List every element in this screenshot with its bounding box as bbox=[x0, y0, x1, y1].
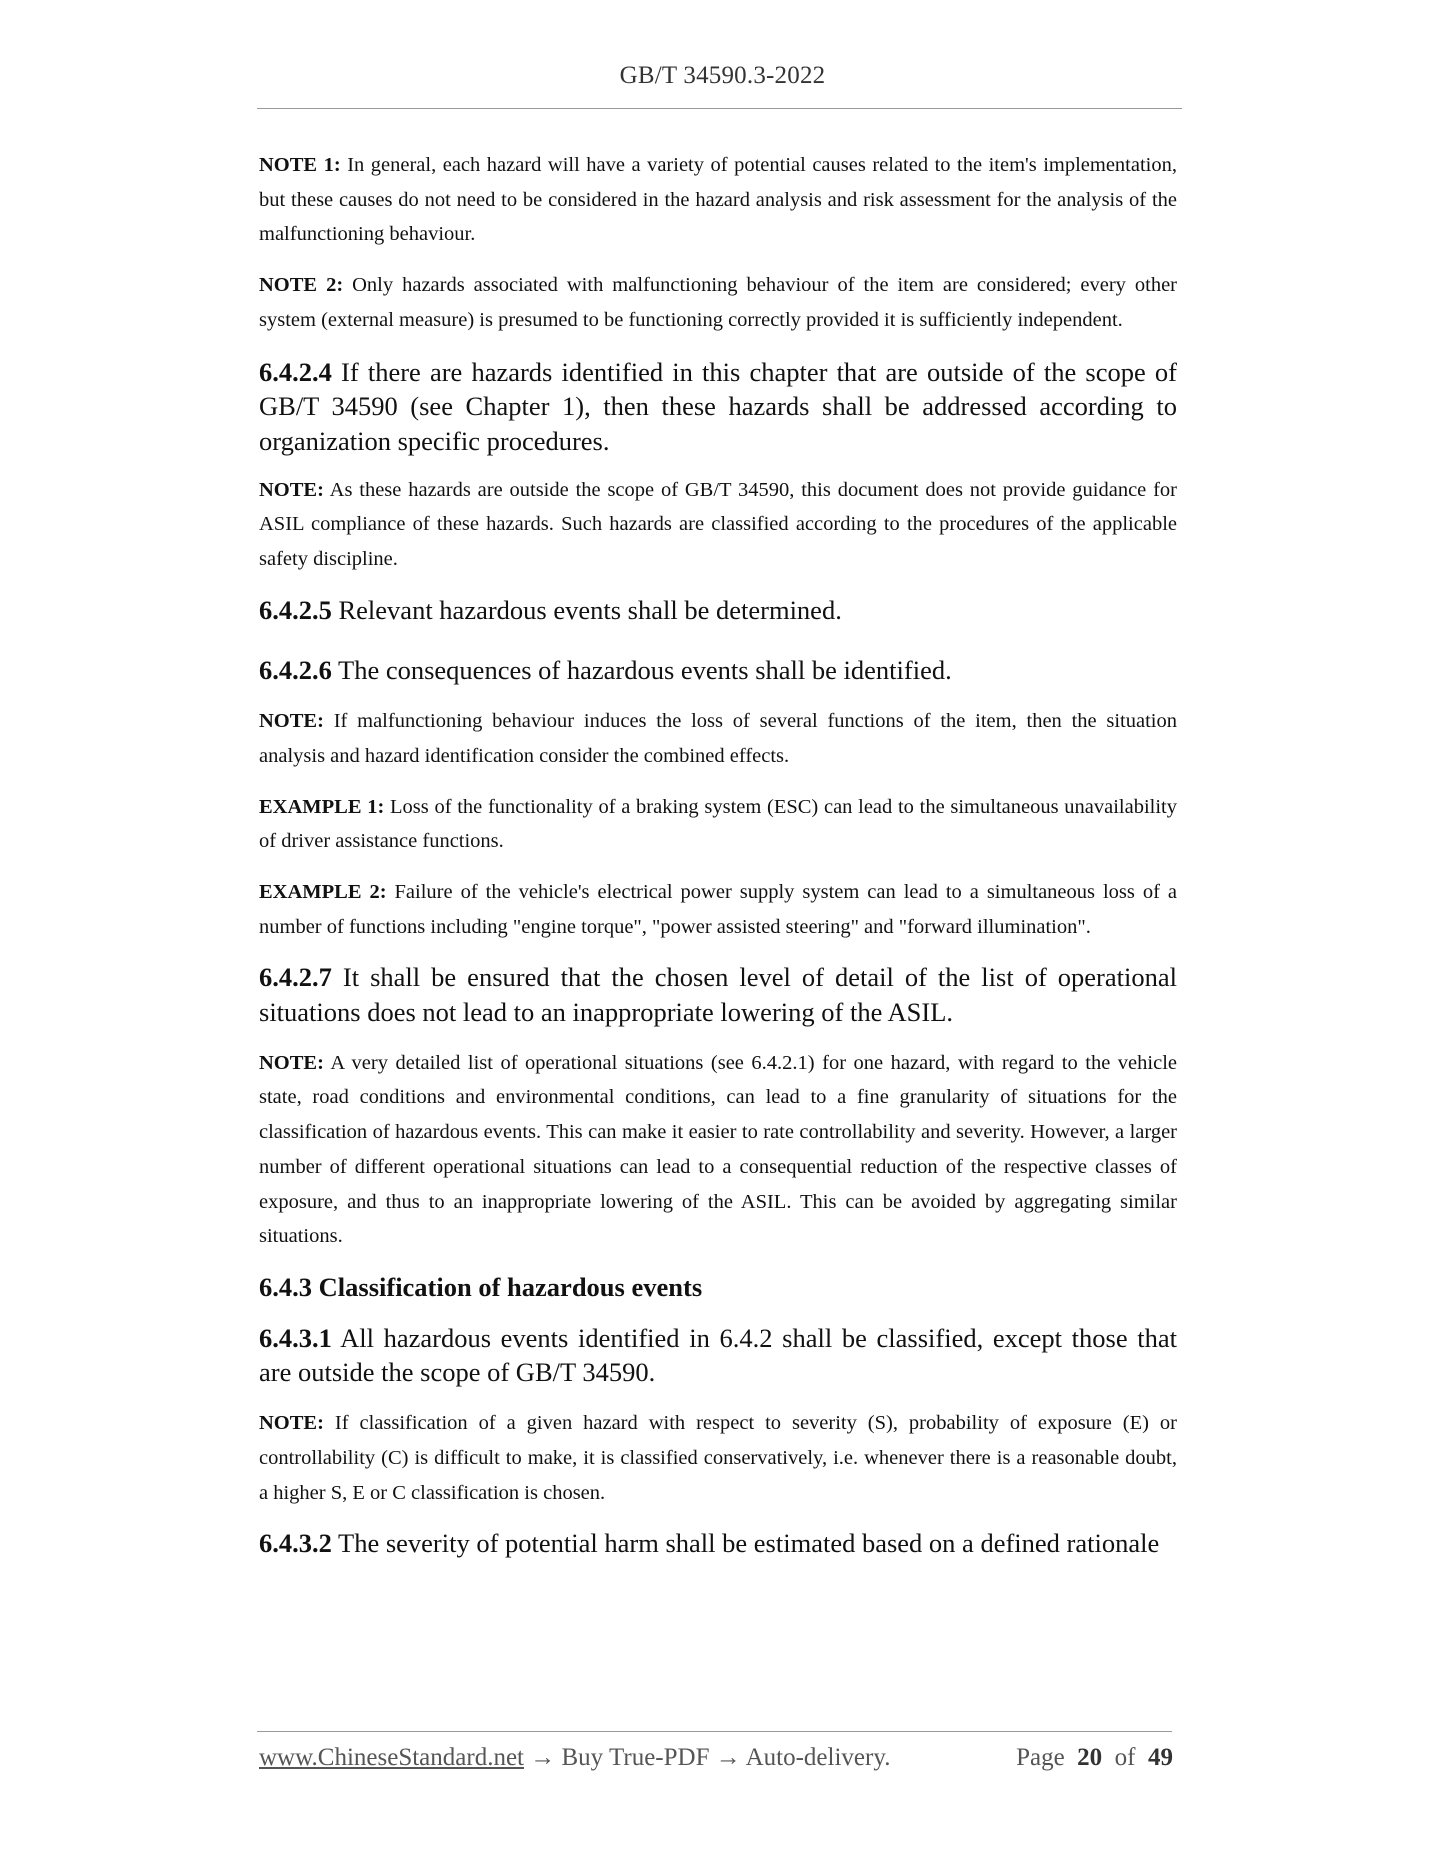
example-text: Loss of the functionality of a braking system (ESC) can lead to the simultaneous unavailability of driver assistance functions. bbox=[259, 795, 1177, 853]
clause-number: 6.4.2.6 bbox=[259, 655, 332, 686]
header-title: GB/T 34590.3-2022 bbox=[619, 62, 826, 89]
note-label: NOTE: bbox=[259, 710, 324, 733]
note-text: In general, each hazard will have a variety of potential causes related to the item's implementation, but these causes do not need to be considered in the hazard analysis and risk assessment for the analysis of the malfunctioning behaviour. bbox=[259, 154, 1177, 246]
clause-number: 6.4.2.4 bbox=[259, 356, 332, 387]
note-2-paragraph bbox=[259, 268, 1177, 337]
header-divider bbox=[257, 108, 1182, 109]
footer bbox=[259, 1744, 1173, 1780]
page-total: 49 bbox=[1148, 1744, 1173, 1771]
note-text: If classification of a given hazard with respect to severity (S), probability of exposure (E) or controllability (C) is difficult to make, it is classified conservatively, i.e. whenever there is a reasonable doubt, a higher S, E or C classification is chosen. bbox=[259, 1412, 1177, 1504]
clause-number: 6.4.3.1 bbox=[259, 1322, 332, 1353]
example-label: EXAMPLE 2: bbox=[259, 880, 387, 903]
example-2-paragraph bbox=[259, 875, 1177, 944]
page-number: 20 bbox=[1077, 1744, 1103, 1771]
clause-6-4-3-1 bbox=[259, 1321, 1177, 1390]
clause-text: The severity of potential harm shall be estimated based on a defined rationale bbox=[331, 1528, 1160, 1559]
example-label: EXAMPLE 1: bbox=[259, 795, 385, 818]
clause-6-4-2-5 bbox=[259, 593, 1177, 628]
section-heading-6-4-3: 6.4.3 Classification of hazardous events bbox=[259, 1271, 703, 1302]
note-paragraph bbox=[259, 1406, 1177, 1510]
footer-promo bbox=[259, 1744, 890, 1772]
site-link[interactable]: www.ChineseStandard.net bbox=[259, 1744, 524, 1771]
note-text: A very detailed list of operational situations (see 6.4.2.1) for one hazard, with regard to the vehicle state, road conditions and environmental conditions, can lead to a fine granularity of situations for the classification of hazardous events. This can make it easier to rate controllability and severity. However, a larger number of different operational situations can lead to a consequential reduction of the respective classes of exposure, and thus to an inappropriate lowering of the ASIL. This can be avoided by aggregating similar situations. bbox=[259, 1051, 1177, 1248]
of-word: of bbox=[1114, 1744, 1136, 1771]
clause-6-4-2-4 bbox=[259, 355, 1177, 459]
clause-6-4-2-6 bbox=[259, 653, 1177, 688]
page-word: Page bbox=[1016, 1744, 1065, 1771]
clause-text: If there are hazards identified in this chapter that are outside of the scope of GB/T 34590 (see Chapter 1), then these hazards shall be addressed according to organization specific procedures. bbox=[259, 356, 1177, 456]
clause-text: The consequences of hazardous events shall be identified. bbox=[331, 655, 952, 686]
clause-6-4-3-2 bbox=[259, 1526, 1177, 1561]
note-paragraph bbox=[259, 704, 1177, 773]
note-text: Only hazards associated with malfunctioning behaviour of the item are considered; every other system (external measure) is presumed to be functioning correctly provided it is sufficiently independent. bbox=[259, 274, 1177, 331]
example-1-paragraph bbox=[259, 790, 1177, 859]
clause-number: 6.4.2.5 bbox=[259, 594, 332, 625]
note-1-paragraph bbox=[259, 148, 1177, 252]
example-text: Failure of the vehicle's electrical power supply system can lead to a simultaneous loss of a number of functions including "engine torque", "power assisted steering" and "forward illumination". bbox=[259, 880, 1178, 938]
clause-text: All hazardous events identified in 6.4.2 shall be classified, except those that are outside the scope of GB/T 34590. bbox=[259, 1322, 1177, 1388]
clause-number: 6.4.2.7 bbox=[259, 962, 332, 993]
note-text: As these hazards are outside the scope of GB/T 34590, this document does not provide guidance for ASIL compliance of these hazards. Such hazards are classified according to the procedures of the applicable safety discipline. bbox=[259, 478, 1177, 571]
note-paragraph bbox=[259, 473, 1177, 577]
note-label: NOTE: bbox=[259, 1412, 324, 1435]
note-text: If malfunctioning behaviour induces the loss of several functions of the item, then the situation analysis and hazard identification consider the combined effects. bbox=[259, 710, 1177, 767]
clause-6-4-2-7 bbox=[259, 960, 1177, 1029]
document-body bbox=[259, 148, 1177, 1561]
note-paragraph bbox=[259, 1046, 1177, 1254]
note-label: NOTE: bbox=[259, 478, 324, 501]
note-label: NOTE 2: bbox=[259, 274, 344, 297]
note-label: NOTE: bbox=[259, 1051, 324, 1074]
clause-number: 6.4.3.2 bbox=[259, 1528, 332, 1559]
note-label: NOTE 1: bbox=[259, 154, 341, 176]
clause-text: Relevant hazardous events shall be determined. bbox=[331, 594, 842, 625]
promo-text: → Buy True-PDF → Auto-delivery. bbox=[524, 1744, 891, 1771]
clause-text: It shall be ensured that the chosen level of detail of the list of operational situations does not lead to an inappropriate lowering of the ASIL. bbox=[259, 962, 1177, 1028]
footer-divider bbox=[257, 1731, 1172, 1732]
page-indicator bbox=[1016, 1744, 1173, 1772]
